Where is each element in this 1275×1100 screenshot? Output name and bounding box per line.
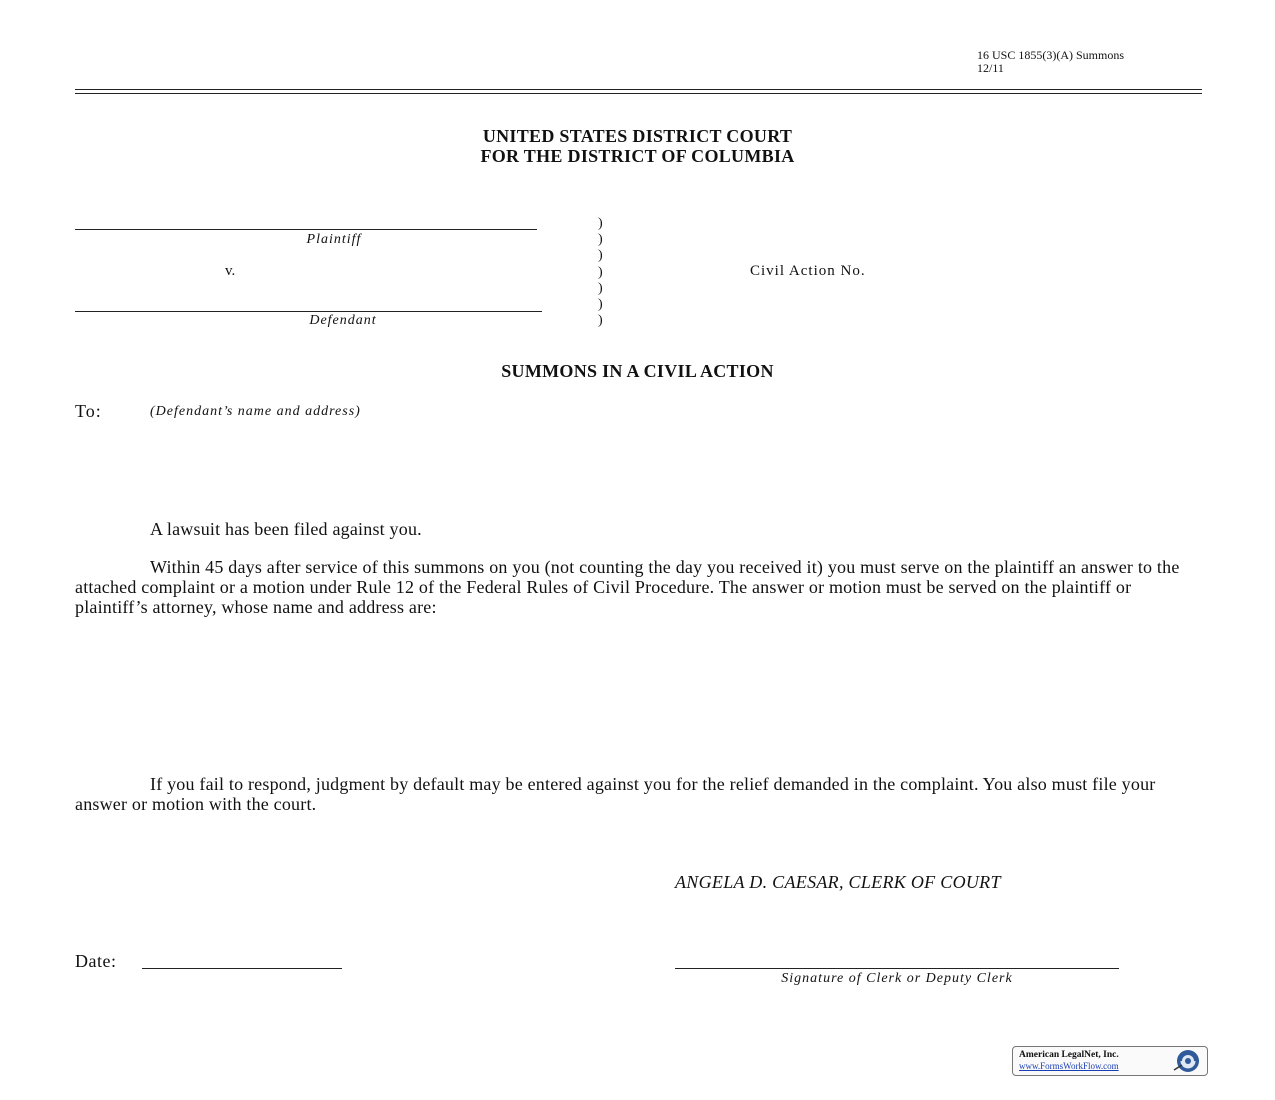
- header-rule-bottom: [75, 93, 1202, 94]
- defendant-line[interactable]: [75, 311, 542, 312]
- signature-label: Signature of Clerk or Deputy Clerk: [781, 971, 1013, 986]
- date-label: Date:: [75, 951, 117, 971]
- paren: ): [598, 248, 603, 264]
- paren: ): [598, 313, 603, 329]
- to-label: To:: [75, 401, 102, 421]
- civil-action-label: Civil Action No.: [750, 263, 866, 279]
- header-rule-top: [75, 89, 1202, 90]
- court-name: UNITED STATES DISTRICT COURT: [482, 126, 793, 146]
- summons-title: SUMMONS IN A CIVIL ACTION: [501, 361, 774, 381]
- publisher-badge[interactable]: [1012, 1046, 1208, 1076]
- form-code-block: [977, 49, 1124, 75]
- clerk-name: ANGELA D. CAESAR, CLERK OF COURT: [675, 872, 1001, 892]
- clerk-signature-line[interactable]: [675, 968, 1119, 969]
- paren: ): [598, 264, 603, 280]
- paren: ): [598, 216, 603, 231]
- default-judgment-paragraph: If you fail to respond, judgment by default may be entered against you for the relief demanded in the complaint. You also must file your answer or motion with the court.: [75, 774, 1156, 814]
- answer-deadline-paragraph: Within 45 days after service of this summons on you (not counting the day you received it) you must serve on the plaintiff an answer to the attached complaint or a motion under Rule 12 of the Federal Rules of Civil Procedure. The answer or motion must be served on the plaintiff or plaintiff’s attorney, whose name and address are:: [75, 557, 1180, 617]
- paren: ): [598, 297, 603, 313]
- paren: ): [598, 280, 603, 296]
- form-date: 12/11: [977, 61, 1004, 75]
- date-line[interactable]: [142, 968, 342, 969]
- publisher-url-link[interactable]: www.FormsWorkFlow.com: [1019, 1061, 1119, 1071]
- plaintiff-line[interactable]: [75, 229, 537, 230]
- caption-parens: [598, 216, 603, 329]
- defendant-name-address-note: (Defendant’s name and address): [150, 404, 361, 419]
- court-district: FOR THE DISTRICT OF COLUMBIA: [480, 146, 795, 166]
- publisher-name: American LegalNet, Inc.: [1019, 1050, 1119, 1060]
- lawsuit-filed-paragraph: A lawsuit has been filed against you.: [150, 519, 422, 539]
- form-code: 16 USC 1855(3)(A) Summons: [977, 48, 1125, 62]
- versus-label: v.: [225, 263, 236, 279]
- defendant-label: Defendant: [309, 313, 377, 328]
- plaintiff-label: Plaintiff: [306, 232, 362, 247]
- paren: ): [598, 232, 603, 248]
- publisher-logo-icon: [1170, 1048, 1204, 1074]
